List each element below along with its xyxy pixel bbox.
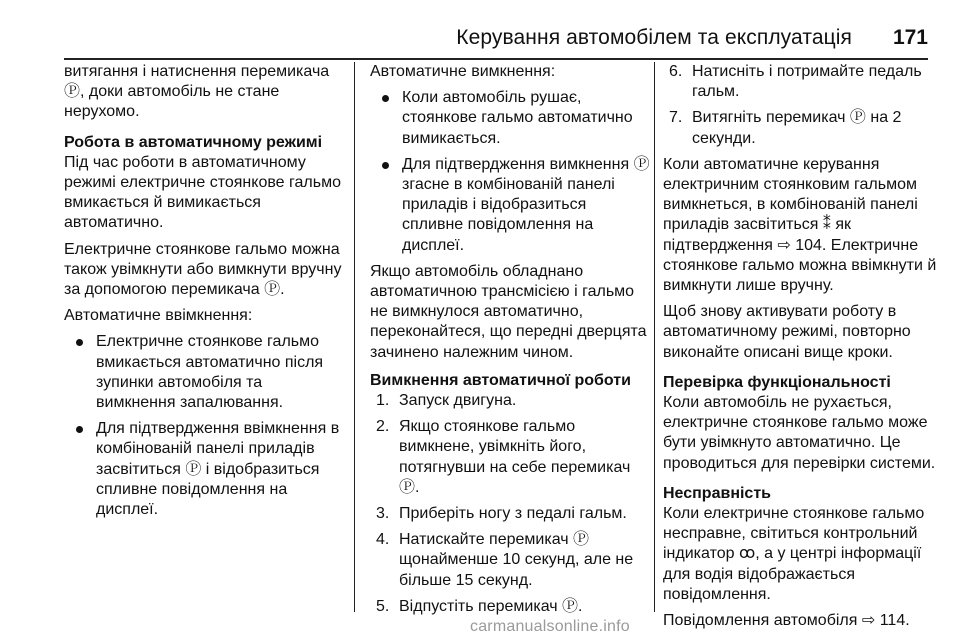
step-text: Натискайте перемикач Ⓟ щонайменше 10 секунд, але не більше 15 секунд. — [399, 531, 634, 589]
step-number: 3. — [376, 505, 390, 523]
step-text: Запуск двигуна. — [399, 392, 517, 410]
list-item — [370, 391, 650, 411]
step-text: Витягніть перемикач Ⓟ на 2 секунди. — [692, 109, 902, 147]
step-number: 2. — [376, 418, 390, 436]
list-item: Коли автомобіль рушає, стоянкове гальмо автоматично вимикається. — [370, 88, 650, 149]
heading-malfunction: Несправність — [663, 484, 771, 502]
step-number: 7. — [669, 109, 683, 127]
paragraph-vehicle-messages: Повідомлення автомобіля ⇨ 114. — [663, 612, 910, 630]
column-middle — [370, 62, 650, 622]
paragraph-function-check: Коли автомобіль не рухається, електричне стоянкове гальмо може бути увімкнуто автоматично. Це проводиться для перевірки системи. — [663, 394, 936, 472]
list-item: Для підтвердження ввімкнення в комбінованій панелі приладів засвітиться Ⓟ і відобразиться спливне повідомлення на дисплеї. — [64, 419, 344, 520]
heading-automatic-mode: Робота в автоматичному режимі — [64, 133, 323, 151]
list-item — [370, 504, 650, 524]
steps-list-disable — [370, 391, 650, 617]
paragraph-malfunction: Коли електричне стоянкове гальмо несправне, світиться контрольний індикатор ꝏ, а у центрі інформації для водія відображається повідомлення. — [663, 505, 925, 603]
heading-disable-automatic: Вимкнення автоматичної роботи — [370, 371, 631, 389]
step-number: 5. — [376, 597, 390, 615]
step-number: 6. — [669, 63, 683, 80]
paragraph-auto-on-label: Автоматичне ввімкнення: — [64, 307, 253, 325]
paragraph-automatic-mode: Під час роботи в автоматичному режимі електричне стоянкове гальмо вмикається й вимикається автоматично. — [64, 153, 341, 232]
column-left — [64, 62, 344, 622]
bullet-list-auto-off — [370, 88, 650, 256]
paragraph-continuation: витягання і натиснення перемикача Ⓟ, доки автомобіль не стане нерухомо. — [64, 63, 330, 121]
paragraph-auto-off-label: Автоматичне вимкнення: — [370, 63, 556, 80]
step-text: Якщо стоянкове гальмо вимкнене, увімкніть його, потягнувши на себе перемикач Ⓟ. — [399, 418, 631, 496]
running-title: Керування автомобілем та експлуатація — [456, 26, 852, 49]
list-item: Електричне стоянкове гальмо вмикається автоматично після зупинки автомобіля та вимкнення запалювання. — [64, 332, 344, 413]
list-item — [663, 108, 943, 148]
paragraph-manual-option: Електричне стоянкове гальмо можна також увімкнути або вимкнути вручну за допомогою перемикача Ⓟ. — [64, 240, 342, 299]
column-divider-right — [654, 62, 655, 612]
page-number: 171 — [892, 26, 928, 49]
bullet-list-auto-on — [64, 332, 344, 520]
step-number: 4. — [376, 531, 390, 549]
step-text: Відпустіть перемикач Ⓟ. — [399, 597, 583, 615]
list-item — [370, 530, 650, 591]
step-number: 1. — [376, 392, 390, 410]
paragraph-reactivate: Щоб знову активувати роботу в автоматичному режимі, повторно виконайте описані вище кроки. — [663, 303, 911, 361]
watermark-text: carmanualsonline.info — [470, 618, 630, 635]
column-right — [663, 62, 943, 630]
list-item: Для підтвердження вимкнення Ⓟ згасне в комбінованій панелі приладів і відобразиться спливне повідомлення на дисплеї. — [370, 155, 650, 256]
page-header — [0, 0, 960, 60]
step-text: Натисніть і потримайте педаль гальм. — [692, 63, 922, 101]
steps-list-continued — [663, 62, 943, 149]
paragraph-automatic-transmission: Якщо автомобіль обладнано автоматичною трансмісією і гальмо не вимкнулося автоматично, переконайтеся, що передні дверцята зачинено належним чином. — [370, 262, 647, 361]
list-item — [370, 597, 650, 617]
header-rule — [64, 58, 928, 60]
paragraph-manual-only: Коли автоматичне керування електричним стоянковим гальмом вимкнеться, в комбінованій панелі приладів засвітиться ⁑ як підтвердження ⇨ 104. Електричне стоянкове гальмо можна ввімкнути й вимкнути лише вручну. — [663, 155, 937, 295]
list-item — [663, 62, 943, 102]
list-item — [370, 417, 650, 498]
column-divider-left — [354, 62, 355, 612]
step-text: Приберіть ногу з педалі гальм. — [399, 505, 627, 523]
heading-function-check: Перевірка функціональності — [663, 373, 891, 391]
